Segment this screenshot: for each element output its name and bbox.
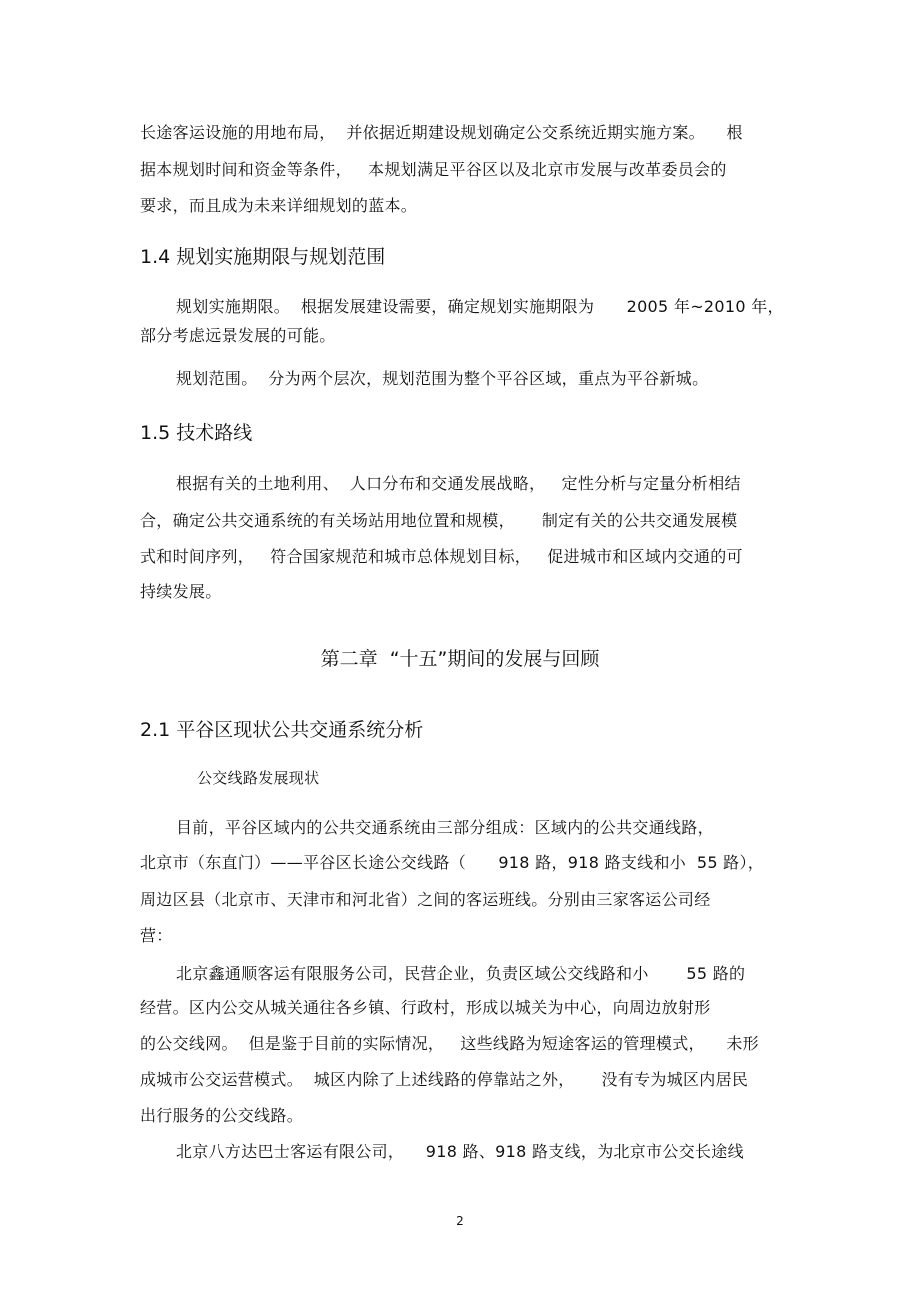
s1-5-p1-line-3: 式和时间序列， 符合国家规范和城市总体规划目标， 促进城市和区域内交通的可 bbox=[140, 547, 743, 566]
s2-1-p2-line-4: 成城市公交运营模式。 城区内除了上述线路的停靠站之外， 没有专为城区内居民 bbox=[140, 1070, 749, 1089]
chapter-title: 第二章 “十五”期间的发展与回顾 bbox=[320, 648, 600, 670]
page-number: 2 bbox=[456, 1214, 464, 1228]
s1-4-p2: 规划范围。 分为两个层次，规划范围为整个平谷区域，重点为平谷新城。 bbox=[176, 369, 709, 388]
s1-5-p1-line-2: 合，确定公共交通系统的有关场站用地位置和规模， 制定有关的公共交通发展模 bbox=[140, 511, 738, 530]
intro-line-1: 长途客运设施的用地布局， 并依据近期建设规划确定公交系统近期实施方案。 根 bbox=[140, 123, 743, 142]
s2-1-p2-line-5: 出行服务的公交线路。 bbox=[140, 1106, 304, 1125]
section-heading-1-4: 1.4 规划实施期限与规划范围 bbox=[140, 246, 386, 268]
section-heading-1-5: 1.5 技术路线 bbox=[140, 422, 253, 444]
s2-1-p2-line-3: 的公交线网。 但是鉴于目前的实际情况， 这些线路为短途客运的管理模式， 未形 bbox=[140, 1034, 759, 1053]
s1-4-p1-line-2: 部分考虑远景发展的可能。 bbox=[140, 326, 336, 345]
s2-1-p3: 北京八方达巴士客运有限公司， 918 路、918 路支线，为北京市公交长途线 bbox=[176, 1142, 744, 1161]
s1-4-p1-line-1: 规划实施期限。 根据发展建设需要，确定规划实施期限为 2005 年~2010 年， bbox=[176, 297, 784, 316]
s2-1-p1-line-3: 周边区县（北京市、天津市和河北省）之间的客运班线。分别由三家客运公司经 bbox=[140, 890, 711, 909]
s1-5-p1-line-1: 根据有关的土地利用、 人口分布和交通发展战略， 定性分析与定量分析相结 bbox=[176, 474, 741, 493]
s2-1-p1-line-2: 北京市（东直门）——平谷区长途公交线路（ 918 路，918 路支线和小 55 路）， bbox=[140, 853, 765, 872]
s2-1-p1-line-1: 目前，平谷区域内的公共交通系统由三部分组成：区域内的公共交通线路， bbox=[176, 818, 714, 837]
intro-line-3: 要求，而且成为未来详细规划的蓝本。 bbox=[140, 196, 418, 215]
s2-1-p1-line-4: 营： bbox=[140, 926, 173, 945]
section-heading-2-1: 2.1 平谷区现状公共交通系统分析 bbox=[140, 719, 424, 741]
s2-1-p2-line-1: 北京鑫通顺客运有限服务公司，民营企业，负责区域公交线路和小 55 路的 bbox=[176, 964, 746, 983]
s1-5-p1-line-4: 持续发展。 bbox=[140, 582, 222, 601]
intro-line-2: 据本规划时间和资金等条件， 本规划满足平谷区以及北京市发展与改革委员会的 bbox=[140, 160, 727, 179]
subheading-bus-lines: 公交线路发展现状 bbox=[197, 769, 320, 787]
s2-1-p2-line-2: 经营。区内公交从城关通往各乡镇、行政村，形成以城关为中心，向周边放射形 bbox=[140, 998, 711, 1017]
